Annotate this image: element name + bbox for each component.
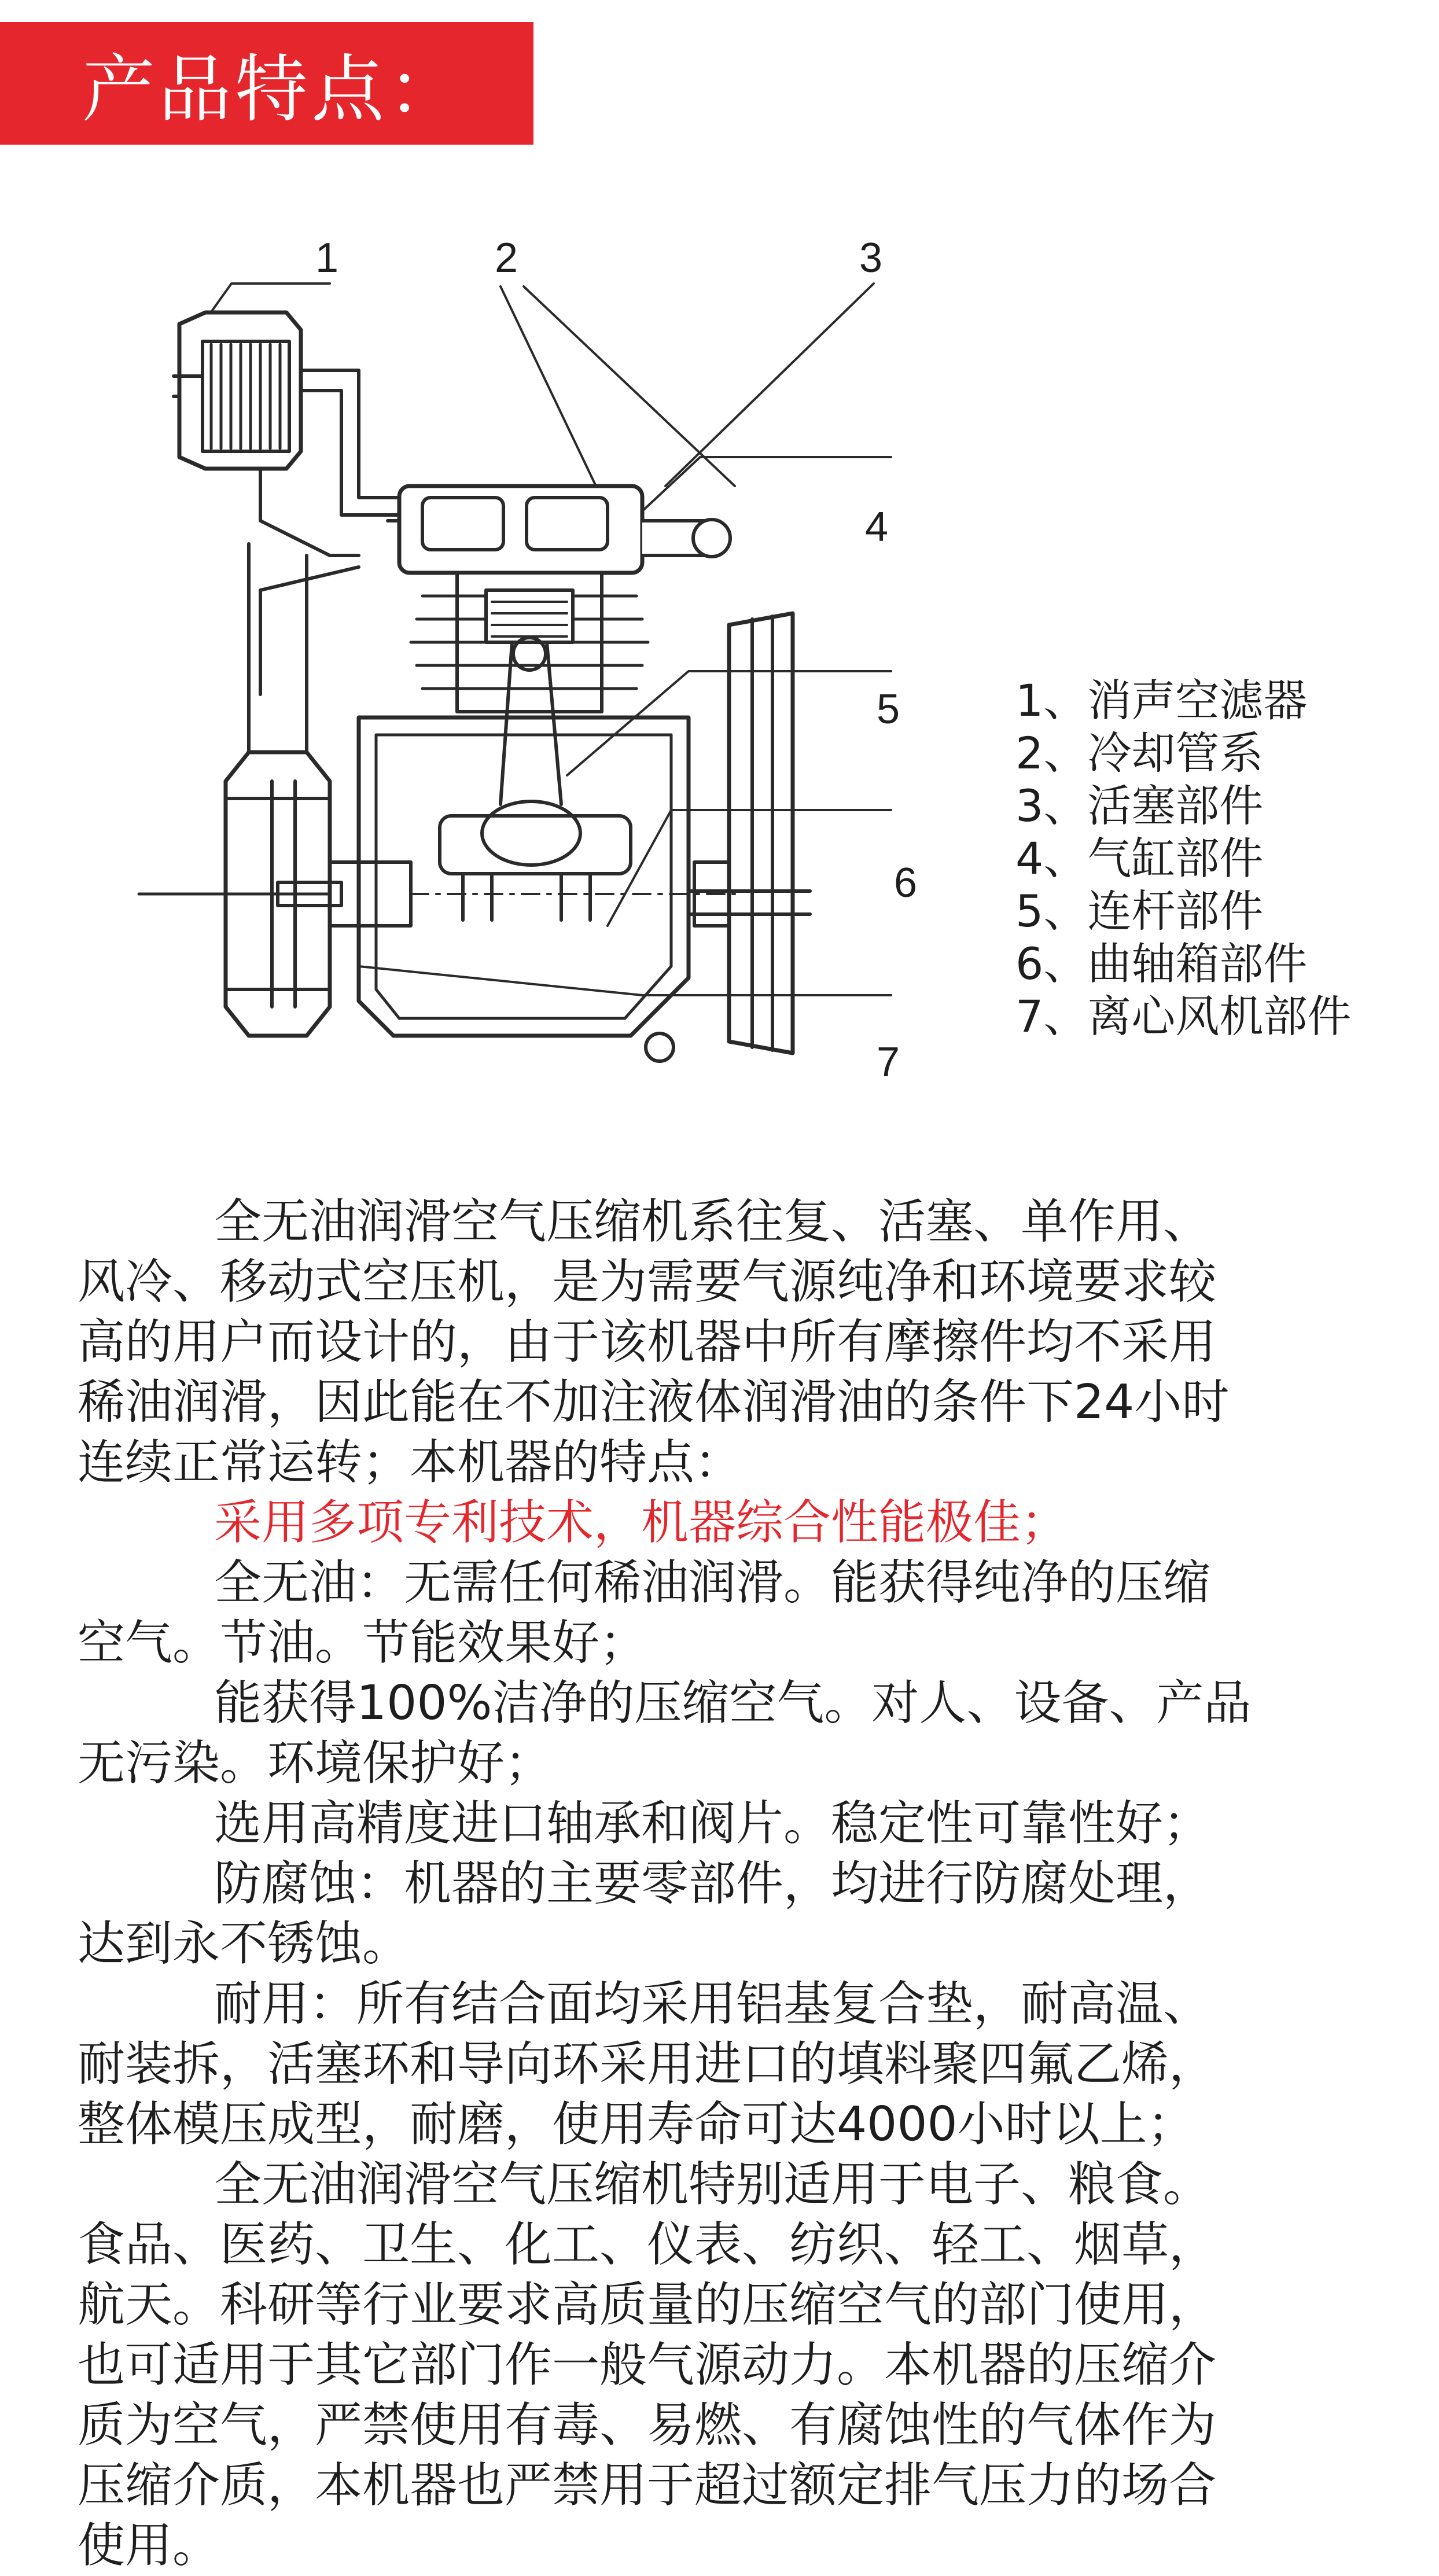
callout-number: 7: [877, 1039, 900, 1085]
header-bar: [0, 22, 533, 145]
cylinder-head: [388, 486, 730, 573]
muffler-filter: [174, 312, 301, 469]
paragraph-line: 使用。: [78, 2518, 220, 2573]
paragraph-line: 整体模压成型，耐磨，使用寿命可达4000小时以上；: [78, 2097, 1195, 2152]
callout-number: 6: [894, 860, 918, 906]
paragraph-line: 能获得100%洁净的压缩空气。对人、设备、产品: [214, 1676, 1252, 1731]
paragraph-line: 无污染。环境保护好；: [78, 1736, 553, 1791]
paragraph-line: 达到永不锈蚀。: [78, 1916, 410, 1971]
callout-number: 2: [495, 235, 518, 281]
highlight-line: 采用多项专利技术，机器综合性能极佳；: [214, 1495, 1069, 1550]
paragraph-line: 航天。科研等行业要求高质量的压缩空气的部门使用，: [78, 2277, 1217, 2332]
paragraph-line: 防腐蚀：机器的主要零部件，均进行防腐处理，: [214, 1856, 1211, 1911]
parts-legend: [1015, 674, 1351, 1043]
paragraph-line: 也可适用于其它部门作一般气源动力。本机器的压缩介: [78, 2338, 1217, 2393]
cylinder: [411, 573, 648, 712]
legend-item: 4、气缸部件: [1015, 833, 1264, 884]
product-description: [78, 1192, 1379, 2576]
callout-number: 1: [315, 235, 339, 281]
paragraph-line: 耐用：所有结合面均采用铝基复合垫，耐高温、: [214, 1977, 1211, 2032]
paragraph-line: 全无油润滑空气压缩机系往复、活塞、单作用、: [214, 1194, 1211, 1249]
legend-item: 3、活塞部件: [1015, 780, 1264, 831]
compressor-drawing: [87, 197, 1041, 1094]
callout-number: 3: [859, 235, 883, 281]
pulley: [689, 613, 810, 1053]
legend-item: 1、消声空滤器: [1015, 675, 1308, 726]
legend-item: 5、连杆部件: [1015, 885, 1264, 937]
legend-item: 6、曲轴箱部件: [1015, 938, 1308, 989]
crankcase: [330, 717, 735, 1061]
legend-item: 2、冷却管系: [1015, 727, 1264, 779]
paragraph-line: 高的用户而设计的，由于该机器中所有摩擦件均不采用: [78, 1315, 1217, 1370]
paragraph-line: 风冷、移动式空压机，是为需要气源纯净和环境要求较: [78, 1254, 1217, 1309]
paragraph-line: 全无油润滑空气压缩机特别适用于电子、粮食。: [214, 2157, 1211, 2212]
section-title: 产品特点：: [82, 47, 464, 132]
paragraph-line: 压缩介质，本机器也严禁用于超过额定排气压力的场合: [78, 2458, 1217, 2513]
centrifugal-fan: [139, 544, 341, 1036]
paragraph-line: 连续正常运转；本机器的特点：: [78, 1435, 742, 1490]
legend-item: 7、离心风机部件: [1015, 991, 1352, 1042]
paragraph-line: 空气。节油。节能效果好；: [78, 1615, 647, 1670]
paragraph-line: 选用高精度进口轴承和阀片。稳定性可靠性好；: [214, 1796, 1211, 1851]
paragraph-line: 耐装拆，活塞环和导向环采用进口的填料聚四氟乙烯，: [78, 2037, 1217, 2092]
paragraph-line: 质为空气，严禁使用有毒、易燃、有腐蚀性的气体作为: [78, 2398, 1217, 2453]
paragraph-line: 食品、医药、卫生、化工、仪表、纺织、轻工、烟草，: [78, 2217, 1217, 2272]
compressor-diagram: [87, 197, 1041, 1094]
paragraph-line: 全无油：无需任何稀油润滑。能获得纯净的压缩: [214, 1555, 1211, 1610]
callout-number: 4: [865, 504, 889, 550]
paragraph-line: 稀油润滑，因此能在不加注液体润滑油的条件下24小时: [78, 1375, 1230, 1430]
callout-number: 5: [877, 686, 900, 733]
